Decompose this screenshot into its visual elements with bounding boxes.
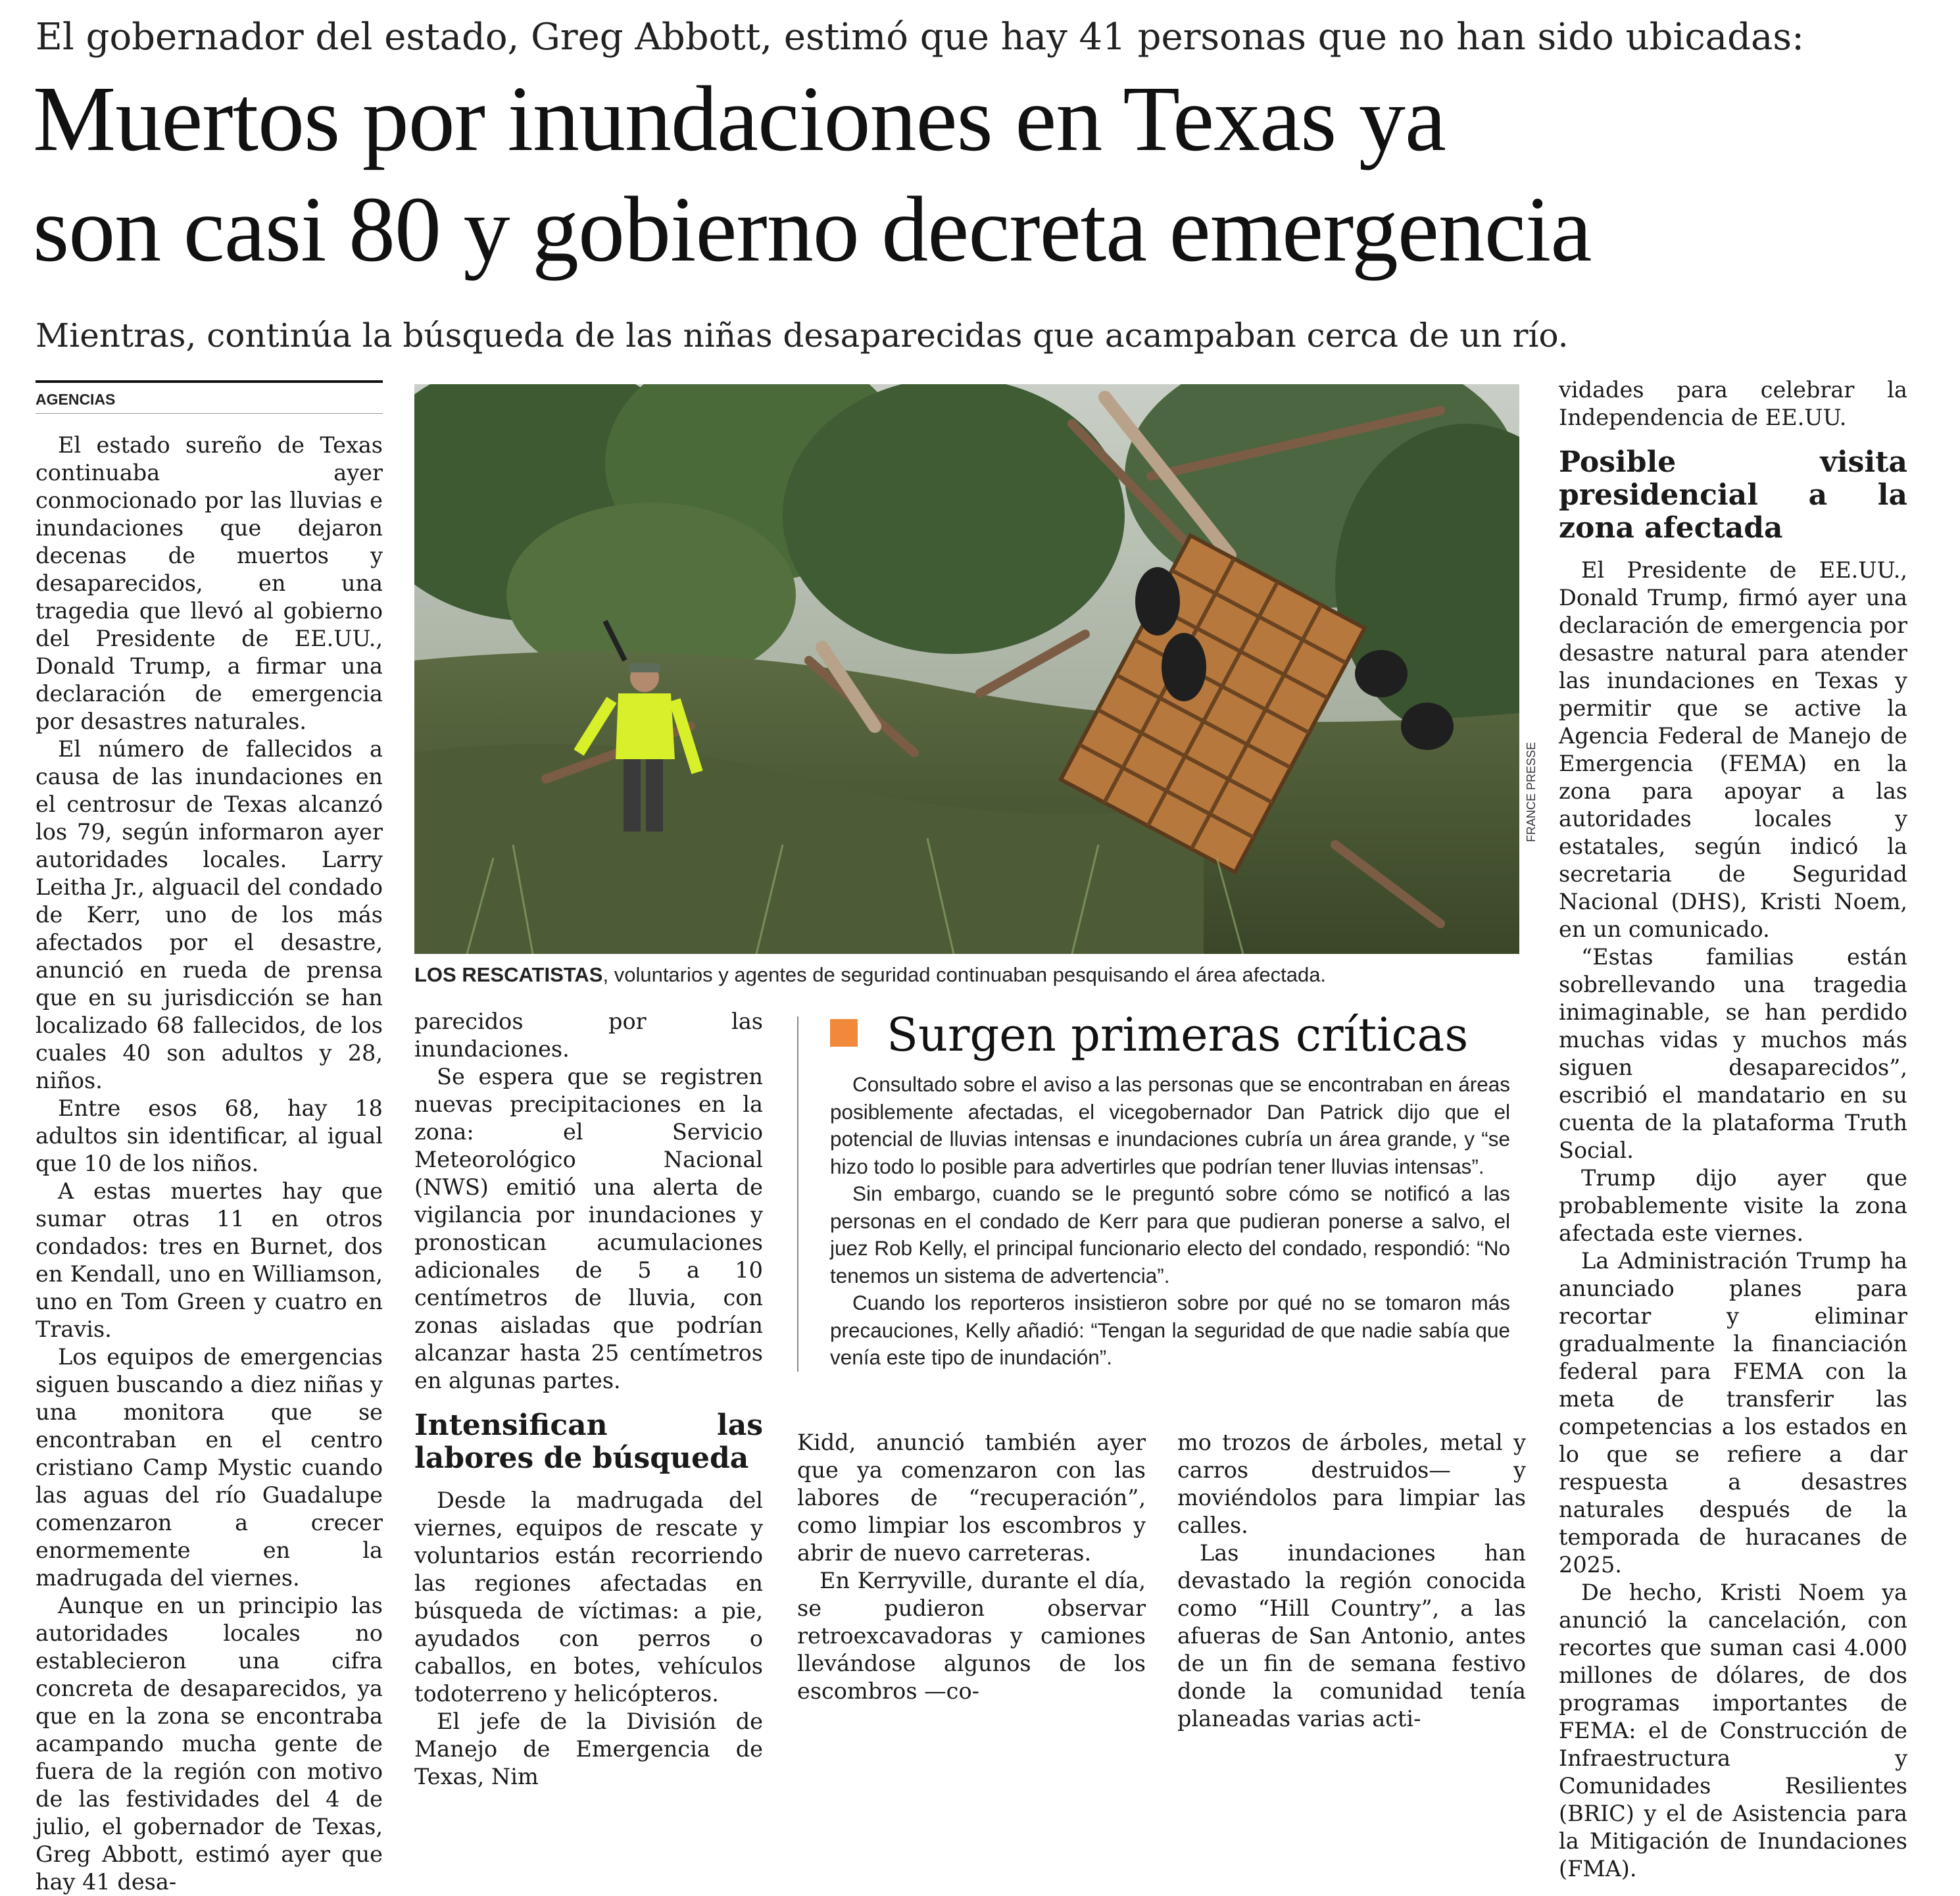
article-column-3	[797, 1429, 1146, 1705]
headline	[33, 63, 1940, 284]
paragraph: Cuando los reporteros insistieron sobre por qué no se tomaron más precauciones, Kelly añadió: “Tengan la seguridad de que nadie sabía que venía este tipo de inundación”.	[830, 1291, 1510, 1369]
caption-text: , voluntarios y agentes de seguridad continuaban pesquisando el área afectada.	[602, 963, 1327, 986]
box-left-rule	[797, 1016, 798, 1372]
paragraph: Kidd, anunció también ayer que ya comenzaron con las labores de “recuperación”, como limpiar los escombros y abrir de nuevo carreteras.	[797, 1430, 1146, 1566]
section-heading: Intensifican las labores de búsqueda	[414, 1409, 763, 1475]
paragraph: Desde la madrugada del viernes, equipos de rescate y voluntarios están recorriendo las regiones afectadas en búsqueda de víctimas: a pie, ayudados con perros o caballos, en botes, vehículos todoterreno y helicópteros.	[414, 1487, 763, 1707]
paragraph: Trump dijo ayer que probablemente visite la zona afectada este viernes.	[1559, 1165, 1907, 1246]
kicker: El gobernador del estado, Greg Abbott, estimó que hay 41 personas que no han sido ubicadas:	[36, 16, 1804, 59]
paragraph: Los equipos de emergencias siguen buscando a diez niñas y una monitora que se encontraban en el centro cristiano Camp Mystic cuando las aguas del río Guadalupe comenzaron a crecer enormemente en la madrugada del viernes.	[36, 1344, 383, 1591]
paragraph: A estas muertes hay que sumar otras 11 en otros condados: tres en Burnet, dos en Kendall, uno en Williamson, uno en Tom Green y cuatro en Travis.	[36, 1178, 383, 1342]
headline-line-2: son casi 80 y gobierno decreta emergencia	[33, 177, 1592, 281]
paragraph: Sin embargo, cuando se le preguntó sobre cómo se notificó a las personas en el condado de Kerr para que pudieran ponerse a salvo, el juez Rob Kelly, el principal funcionario electo del condado, respondió: “No tenemos un sistema de advertencia”.	[830, 1182, 1510, 1287]
byline-divider	[36, 413, 383, 414]
paragraph: mo trozos de árboles, metal y carros destruidos— y moviéndolos para limpiar las calles.	[1177, 1430, 1526, 1538]
caption-lead: LOS RESCATISTAS	[414, 963, 603, 986]
article-column-1	[36, 432, 383, 1896]
subhead: Mientras, continúa la búsqueda de las niñas desaparecidas que acampaban cerca de un río.	[36, 316, 1569, 355]
article-column-5	[1559, 376, 1907, 1883]
flood-debris-image	[414, 384, 1519, 954]
paragraph: El número de fallecidos a causa de las inundaciones en el centrosur de Texas alcanzó los 79, según informaron ayer autoridades locales. Larry Leitha Jr., alguacil del condado de Kerr, uno de los más afectados por el desastre, anunció en rueda de prensa que en su jurisdicción se han localizado 68 fallecidos, de los cuales 40 son adultos y 28, niños.	[36, 736, 383, 1093]
orange-square-icon	[830, 1019, 858, 1047]
paragraph: El Presidente de EE.UU., Donald Trump, firmó ayer una declaración de emergencia por desastre natural para atender las inundaciones en Texas y permitir que se active la Agencia Federal de Manejo de Emergencia (FEMA) en la zona para apoyar a las autoridades locales y estatales, según indicó la secretaria de Seguridad Nacional (DHS), Kristi Noem, en un comunicado.	[1559, 557, 1907, 942]
article-column-2	[414, 1008, 763, 1791]
paragraph: Consultado sobre el aviso a las personas que se encontraban en áreas posiblemente afectadas, el vicegobernador Dan Patrick dijo que el potencial de lluvias intensas e inundaciones cubría un área grande, y “se hizo todo lo posible para advertirles que podrían tener lluvias intensas”.	[830, 1072, 1510, 1178]
photo-credit: FRANCE PRESSE	[1525, 741, 1538, 842]
paragraph: “Estas familias están sobrellevando una tragedia inimaginable, se han perdido muchas vidas y muchos más siguen desaparecidos”, escribió el mandatario en su cuenta de la plataforma Truth Social.	[1559, 944, 1907, 1163]
section-heading: Posible visita presidencial a la zona afectada	[1559, 445, 1907, 545]
headline-line-1: Muertos por inundaciones en Texas ya	[33, 66, 1446, 170]
paragraph: Se espera que se registren nuevas precipitaciones en la zona: el Servicio Meteorológico Nacional (NWS) emitió una alerta de vigilancia por inundaciones y pronostican acumulaciones adicionales de 5 a 10 centímetros de lluvia, con zonas aisladas que podrían alcanzar hasta 25 centímetros en algunas partes.	[414, 1064, 763, 1393]
box-title	[830, 1007, 1521, 1063]
paragraph: Aunque en un principio las autoridades locales no establecieron una cifra concreta de desaparecidos, ya que en la zona se encontraba acampando mucha gente de fuera de la región con motivo de las festividades del 4 de julio, el gobernador de Texas, Greg Abbott, estimó ayer que hay 41 desa-	[36, 1593, 383, 1895]
news-photo	[414, 384, 1519, 954]
byline-rule	[36, 380, 383, 383]
paragraph: El jefe de la División de Manejo de Emergencia de Texas, Nim	[414, 1709, 763, 1789]
paragraph: Las inundaciones han devastado la región conocida como “Hill Country”, a las afueras de San Antonio, antes de un fin de semana festivo donde la comunidad tenía planeadas varias acti-	[1177, 1540, 1526, 1732]
article-column-4	[1177, 1429, 1526, 1733]
paragraph: El estado sureño de Texas continuaba ayer conmocionado por las lluvias e inundaciones que dejaron decenas de muertos y desaparecidos, en una tragedia que llevó al gobierno del Presidente de EE.UU., Donald Trump, a firmar una declaración de emergencia por desastres naturales.	[36, 432, 383, 734]
box-title-text: Surgen primeras críticas	[887, 1008, 1469, 1062]
paragraph: La Administración Trump ha anunciado planes para recortar y eliminar gradualmente la financiación federal para FEMA con la meta de transferir las competencias a los estados en lo que se refiere a dar respuesta a desastres naturales después de la temporada de huracanes de 2025.	[1559, 1248, 1907, 1578]
paragraph: parecidos por las inundaciones.	[414, 1009, 763, 1062]
photo-caption	[414, 962, 1519, 988]
paragraph: De hecho, Kristi Noem ya anunció la cancelación, con recortes que suman casi 4.000 millones de dólares, de dos programas importantes de FEMA: el de Construcción de Infraestructura y Comunidades Resilientes (BRIC) y el de Asistencia para la Mitigación de Inundaciones (FMA).	[1559, 1580, 1907, 1882]
paragraph: En Kerryville, durante el día, se pudieron observar retroexcavadoras y camiones llevándose algunos de los escombros —co-	[797, 1568, 1146, 1704]
byline: AGENCIAS	[36, 391, 116, 408]
paragraph: vidades para celebrar la Independencia de EE.UU.	[1559, 377, 1907, 430]
box-text	[830, 1071, 1510, 1372]
paragraph: Entre esos 68, hay 18 adultos sin identificar, al igual que 10 de los niños.	[36, 1095, 383, 1176]
